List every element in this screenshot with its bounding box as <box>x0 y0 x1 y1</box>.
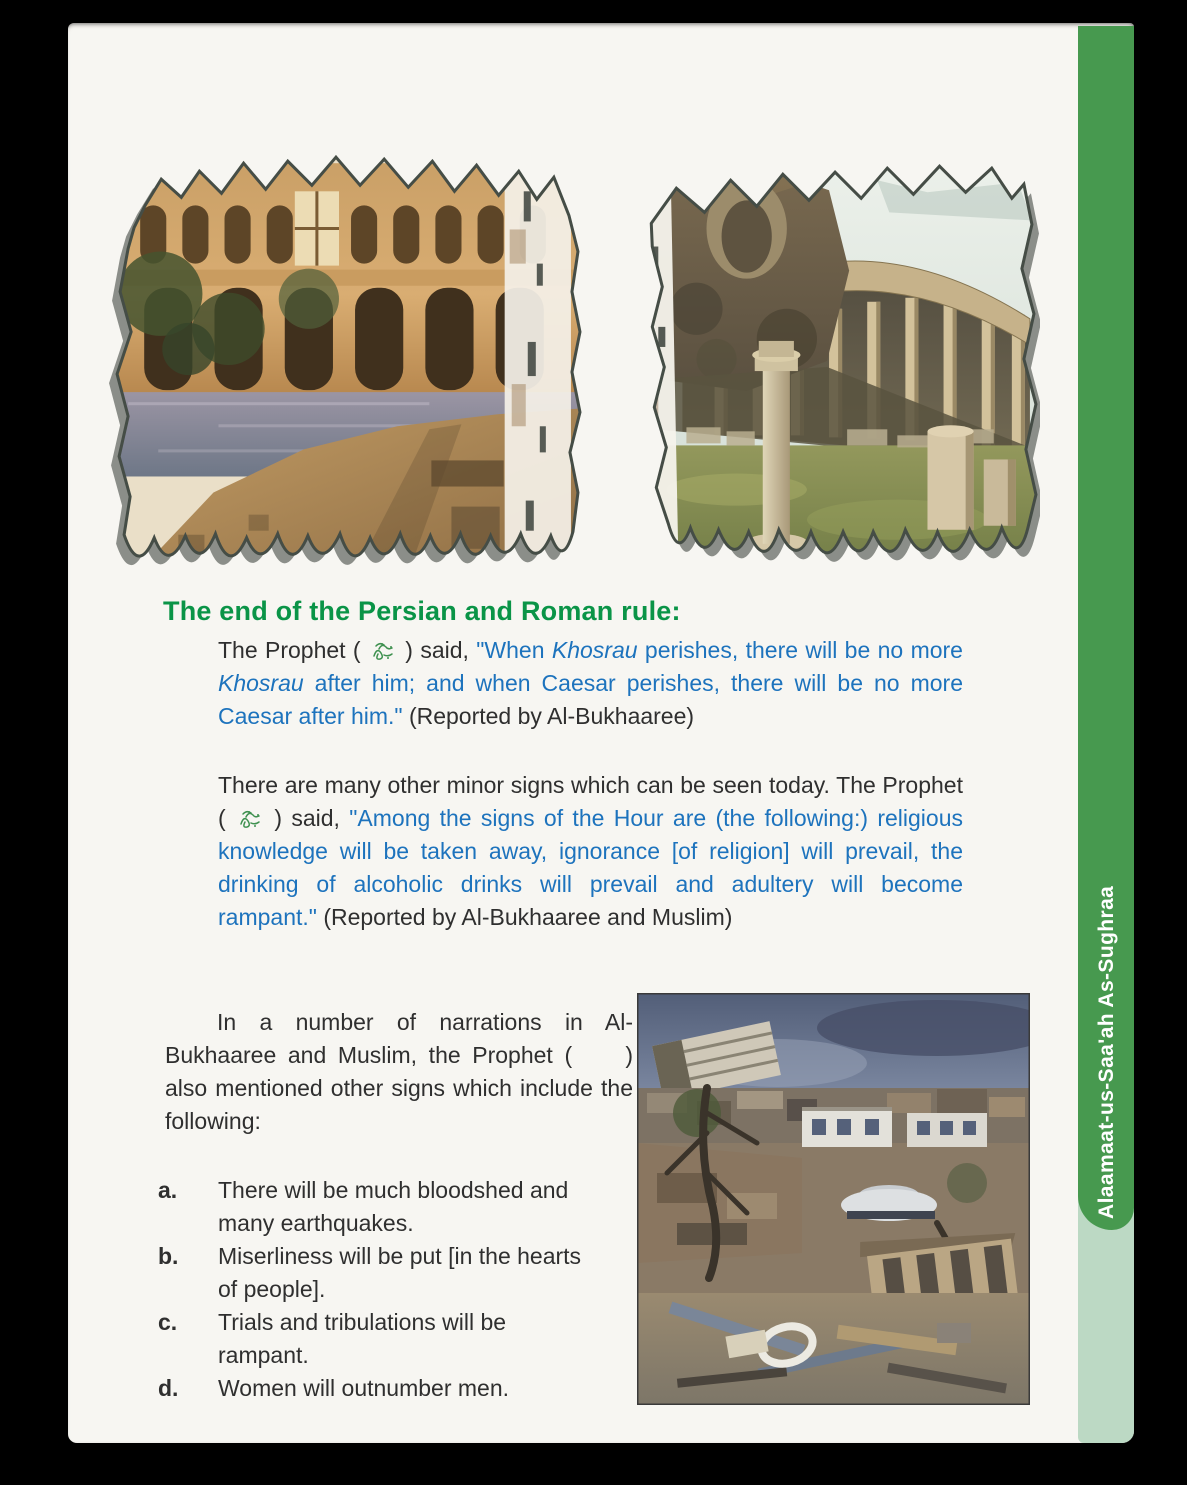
paragraph-other-signs-intro <box>165 1006 633 1138</box>
list-item-text: Miserliness will be put [in the hearts of people]. <box>218 1243 582 1302</box>
body-text: ) also mentioned other signs which include the following: <box>165 1042 633 1134</box>
list-item <box>158 1372 588 1405</box>
list-marker: d. <box>158 1375 179 1401</box>
list-item <box>158 1174 588 1240</box>
signs-list <box>158 1174 588 1405</box>
list-marker: b. <box>158 1243 179 1269</box>
page <box>68 23 1134 1443</box>
earthquake-destruction-photo <box>637 993 1030 1405</box>
body-text: ) said, <box>265 805 350 831</box>
list-marker: c. <box>158 1309 178 1335</box>
body-text: (Reported by Al-Bukhaaree and Muslim) <box>316 904 733 930</box>
list-item <box>158 1306 588 1372</box>
body-text: There are many other minor signs which can be seen today. The Prophet ( <box>218 772 963 831</box>
sidebar-chapter-label: Alaamaat-us-Saa'ah As-Sughraa <box>1095 885 1118 1219</box>
prophet-honorific-icon <box>237 805 263 825</box>
quote-text: Khosrau <box>551 637 638 663</box>
body-text: In a number of narrations in Al-Bukhaaree and Muslim, the Prophet ( <box>165 1009 633 1068</box>
prophet-honorific-icon <box>586 1042 612 1062</box>
list-item <box>158 1240 588 1306</box>
quote-text: "Among the signs of the Hour are (the following:) religious knowledge will be taken away, ignorance [of religion] will prevail, the drinking of alcoholic drinks will prevail and adultery will become rampant." <box>218 805 963 930</box>
list-marker: a. <box>158 1177 178 1203</box>
quote-text: perishes, there will be no more <box>637 637 963 663</box>
paragraph-hadith-khosrau <box>218 634 963 733</box>
persian-ruins-photo <box>98 133 585 585</box>
body-text: The Prophet ( <box>218 637 368 663</box>
body-text: ) said, <box>397 637 477 663</box>
paragraph-hadith-signs <box>218 769 963 934</box>
roman-ruins-photo <box>596 128 1040 585</box>
list-item-text: Women will outnumber men. <box>218 1375 510 1401</box>
body-text: (Reported by Al-Bukhaaree) <box>402 703 695 729</box>
section-heading: The end of the Persian and Roman rule: <box>163 596 681 626</box>
list-item-text: Trials and tribulations will be rampant. <box>218 1309 507 1368</box>
quote-text: after him; and when Caesar perishes, there will be no more Caesar after him." <box>218 670 963 729</box>
quote-text: "When <box>476 637 552 663</box>
list-item-text: There will be much bloodshed and many earthquakes. <box>218 1177 569 1236</box>
prophet-honorific-icon <box>370 637 396 657</box>
quote-text: Khosrau <box>218 670 304 696</box>
